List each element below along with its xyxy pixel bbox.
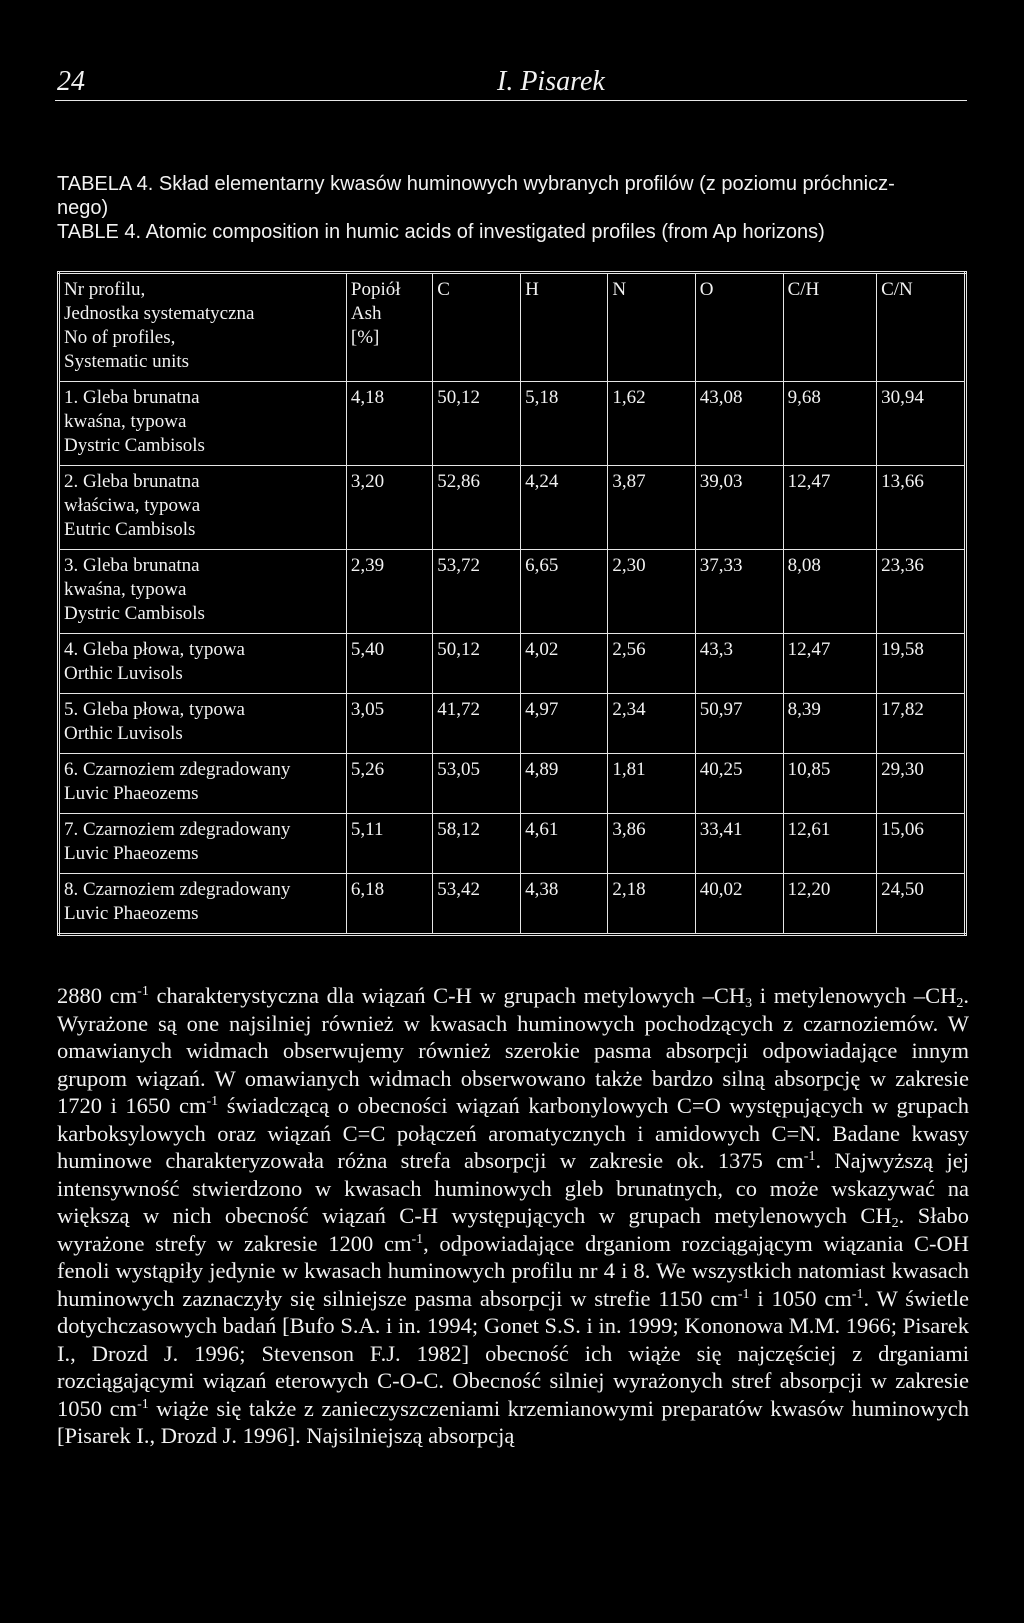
ch-cell: 12,47 [783,466,877,550]
ash-cell: 5,26 [346,754,432,814]
body-text-run: wiąże się także z zanieczyszczeniami krzemianowymi preparatów kwasów huminowych [Pisarek I., Drozd J. 1996]. Najsilniejszą absorpcją [57,1395,969,1448]
table-caption [57,172,957,244]
profile-cell: 4. Gleba płowa, typowa Orthic Luvisols [59,634,347,694]
h-cell: 4,24 [521,466,608,550]
c-cell: 58,12 [433,814,521,874]
body-text-run: świadczącą o obecności wiązań karbonylowych C=O występujących w grupach karboksylowych oraz wiązań C=C połączeń aromatycznych i amidowych C=N. Badane kwasy huminowe charakteryzowała różna strefa absorpcji w zakresie ok. 1375 cm [57,1093,969,1173]
profile-cell: 5. Gleba płowa, typowa Orthic Luvisols [59,694,347,754]
header-ash: Popiół Ash [%] [346,273,432,382]
o-cell: 37,33 [695,550,783,634]
superscript: -1 [737,1286,750,1302]
c-cell: 53,72 [433,550,521,634]
ch-cell: 12,47 [783,634,877,694]
c-cell: 52,86 [433,466,521,550]
header-cn: C/N [877,273,966,382]
caption-english: TABLE 4. Atomic composition in humic acids of investigated profiles (from Ap horizons) [57,221,825,243]
superscript: -1 [137,1396,149,1412]
profile-cell: 2. Gleba brunatna właściwa, typowa Eutric Cambisols [59,466,347,550]
n-cell: 3,87 [608,466,695,550]
n-cell: 2,34 [608,694,695,754]
ch-cell: 12,61 [783,814,877,874]
ash-cell: 4,18 [346,382,432,466]
c-cell: 50,12 [433,382,521,466]
subscript: 2 [956,996,964,1011]
o-cell: 50,97 [695,694,783,754]
header-c: C [433,273,521,382]
profile-cell: 8. Czarnoziem zdegradowany Luvic Phaeozems [59,874,347,935]
caption-polish-line2: nego) [57,197,109,219]
n-cell: 2,30 [608,550,695,634]
header-n: N [608,273,695,382]
h-cell: 5,18 [521,382,608,466]
cn-cell: 15,06 [877,814,966,874]
caption-polish-line1: TABELA 4. Skład elementarny kwasów huminowych wybranych profilów (z poziomu próchnicz- [57,173,895,195]
body-text-run: . Słabo wyrażone strefy w zakresie 1200 cm [57,1203,969,1256]
n-cell: 2,18 [608,874,695,935]
c-cell: 50,12 [433,634,521,694]
profile-cell: 3. Gleba brunatna kwaśna, typowa Dystric Cambisols [59,550,347,634]
superscript: -1 [206,1094,219,1109]
body-text-run: . Najwyższą jej intensywność stwierdzono w kwasach huminowych gleb brunatnych, co może wskazywać na większą w nich obecność wiązań C-H występujących w grupach metylenowych CH [57,1148,969,1228]
profile-cell: 7. Czarnoziem zdegradowany Luvic Phaeozems [59,814,347,874]
n-cell: 3,86 [608,814,695,874]
ash-cell: 5,40 [346,634,432,694]
ch-cell: 8,39 [783,694,877,754]
o-cell: 40,25 [695,754,783,814]
c-cell: 41,72 [433,694,521,754]
table-header-row [59,273,966,382]
subscript: 2 [891,1216,899,1231]
n-cell: 1,81 [608,754,695,814]
h-cell: 6,65 [521,550,608,634]
table-row [59,634,966,694]
profile-cell: 1. Gleba brunatna kwaśna, typowa Dystric Cambisols [59,382,347,466]
body-text-run: 2880 cm [57,983,138,1008]
cn-cell: 23,36 [877,550,966,634]
c-cell: 53,05 [433,754,521,814]
cn-cell: 17,82 [877,694,966,754]
n-cell: 1,62 [608,382,695,466]
o-cell: 43,08 [695,382,783,466]
header-ch: C/H [783,273,877,382]
table-row [59,466,966,550]
body-text-run: i 1050 cm [749,1285,852,1311]
ch-cell: 8,08 [783,550,877,634]
header-profile: Nr profilu, Jednostka systematyczna No of profiles, Systematic units [59,273,347,382]
ash-cell: 3,05 [346,694,432,754]
cn-cell: 13,66 [877,466,966,550]
superscript: -1 [803,1149,816,1164]
c-cell: 53,42 [433,874,521,935]
table-row [59,550,966,634]
ash-cell: 2,39 [346,550,432,634]
o-cell: 43,3 [695,634,783,694]
composition-table [57,271,967,936]
header-o: O [695,273,783,382]
superscript: -1 [137,984,149,999]
superscript: -1 [411,1231,424,1247]
h-cell: 4,02 [521,634,608,694]
page-number: 24 [57,66,85,97]
body-paragraph [57,982,969,1450]
subscript: 3 [745,996,753,1011]
table-row [59,874,966,935]
header-h: H [521,273,608,382]
cn-cell: 29,30 [877,754,966,814]
n-cell: 2,56 [608,634,695,694]
body-text-run: charakterystyczna dla wiązań C-H w grupach metylowych –CH [148,983,746,1008]
cn-cell: 19,58 [877,634,966,694]
table-row [59,754,966,814]
ash-cell: 3,20 [346,466,432,550]
ash-cell: 6,18 [346,874,432,935]
h-cell: 4,89 [521,754,608,814]
cn-cell: 24,50 [877,874,966,935]
superscript: -1 [851,1286,864,1302]
h-cell: 4,38 [521,874,608,935]
body-text-run: i metylenowych –CH [752,983,957,1008]
running-author: I. Pisarek [497,66,605,97]
ash-cell: 5,11 [346,814,432,874]
body-text-run: , odpowiadające drganiom rozciągającym wiązania C-OH fenoli wystąpiły jedynie w kwasach huminowych profilu nr 4 i 8. We wszystkich natomiast kwasach huminowych zaznaczyły się silniejsze pasma absorpcji w strefie 1150 cm [57,1230,969,1311]
h-cell: 4,61 [521,814,608,874]
table-row [59,814,966,874]
o-cell: 33,41 [695,814,783,874]
table-row [59,382,966,466]
body-text-run: . W świetle dotychczasowych badań [Bufo S.A. i in. 1994; Gonet S.S. i in. 1999; Kononowa M.M. 1966; Pisarek I., Drozd J. 1996; Stevenson F.J. 1982] obecność ich wiąże się najczęściej z drganiami rozciągającymi wiązań eterowych C-O-C. Obecność silniej wyrażonych stref absorpcji w zakresie 1050 cm [57,1285,969,1421]
profile-cell: 6. Czarnoziem zdegradowany Luvic Phaeozems [59,754,347,814]
h-cell: 4,97 [521,694,608,754]
table-row [59,694,966,754]
ch-cell: 12,20 [783,874,877,935]
o-cell: 40,02 [695,874,783,935]
ch-cell: 9,68 [783,382,877,466]
ch-cell: 10,85 [783,754,877,814]
body-text-run: . Wyrażone są one najsilniej również w kwasach huminowych pochodzących z czarnoziemów. W omawianych widmach obserwujemy również szerokie pasma absorpcji odpowiadające innym grupom wiązań. W omawianych widmach obserwowano także bardzo silną absorpcję w zakresie 1720 i 1650 cm [57,983,969,1118]
cn-cell: 30,94 [877,382,966,466]
o-cell: 39,03 [695,466,783,550]
running-header [55,60,967,101]
